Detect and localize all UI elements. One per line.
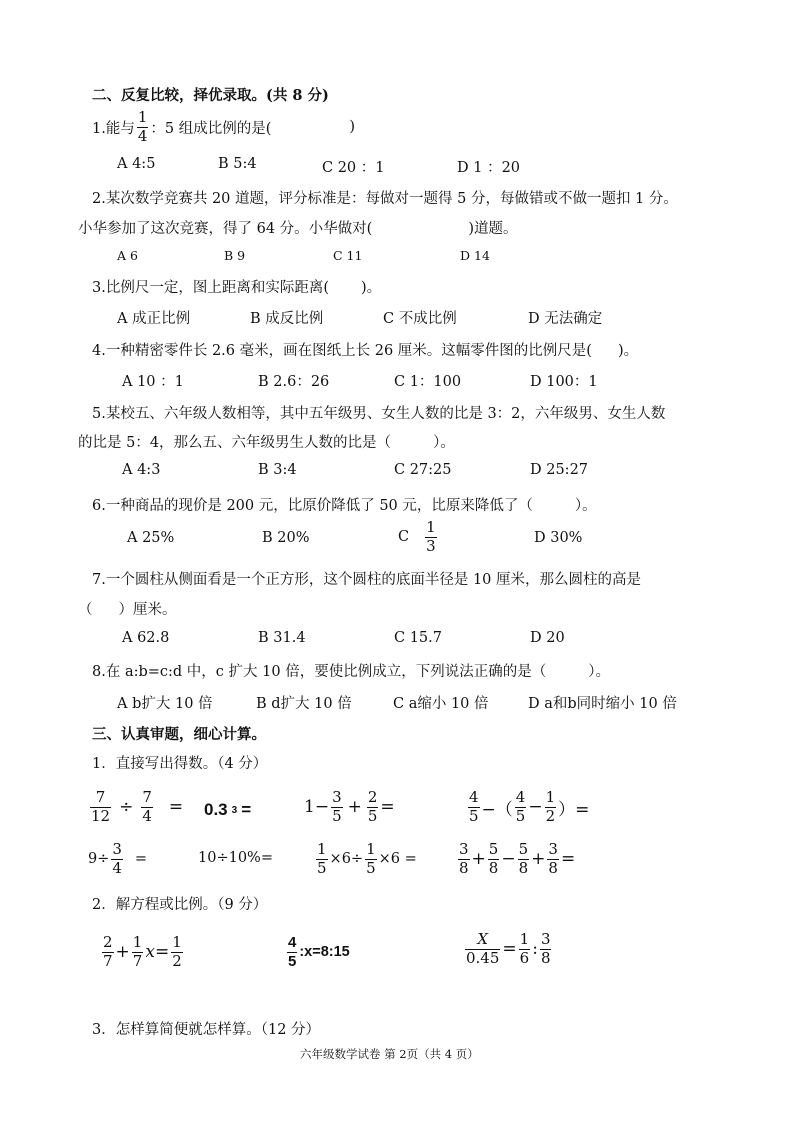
- q4-option-a[interactable]: A 10 ：1: [122, 374, 184, 390]
- q2-line2-a: 小华参加了这次竞赛，得了 64 分。小华做对(: [78, 221, 373, 237]
- q7-line2: [78, 598, 177, 619]
- q2-line1: 2.某次数学竞赛共 20 道题，评分标准是：每做对一题得 5 分，每做错或不做一题扣 1 分。: [92, 191, 678, 207]
- q4-stem: 4.一种精密零件长 2.6 毫米，画在图纸上长 26 厘米。这幅零件图的比例尺是(: [92, 343, 592, 359]
- q2-option-a[interactable]: A 6: [117, 248, 138, 263]
- q7-line2-b: ）厘米。: [118, 602, 177, 618]
- q5-line1: 5.某校五、六年级人数相等，其中五年级男、女生人数的比是 3：2，六年级男、女生人数: [92, 406, 666, 422]
- q8-close: ）。: [588, 664, 610, 680]
- q1-fraction: $\frac{1}{4}$: [137, 108, 148, 145]
- q2-line2-b: )道题。: [468, 221, 518, 237]
- q7-line2-a: （: [78, 602, 93, 618]
- q4-option-d[interactable]: D 100：1: [530, 374, 598, 390]
- equation-3: $\frac{X}{0.45}$ = $\frac{1}{6}$ : $\frac{3}{8}$: [466, 930, 551, 967]
- q3-option-b[interactable]: B 成反比例: [250, 311, 324, 327]
- calc-3: 1− $\frac{3}{5}$ + $\frac{2}{5}$ =: [304, 788, 395, 825]
- q4-close: )。: [617, 343, 639, 359]
- q5-option-c[interactable]: C 27:25: [394, 462, 452, 478]
- q6-option-a[interactable]: A 25%: [127, 530, 175, 546]
- question-1: [92, 110, 355, 145]
- q5-line2-b: ）。: [433, 435, 455, 451]
- section-3-part-3: 3．怎样算简便就怎样算。（12 分）: [92, 1022, 321, 1038]
- question-8: [92, 660, 610, 681]
- q1-prefix: 1.能与: [92, 120, 135, 137]
- section-3-title: 三、认真审题，细心计算。: [92, 726, 266, 743]
- section-3-part-1: 1．直接写出得数。（4 分）: [92, 756, 268, 772]
- question-4: [92, 339, 638, 360]
- q1-option-d[interactable]: D 1 ：20: [457, 160, 521, 176]
- section-3-part-2: 2．解方程或比例。（9 分）: [92, 897, 268, 913]
- q5-option-b[interactable]: B 3:4: [258, 462, 297, 478]
- calc-5: 9÷ $\frac{3}{4}$ =: [88, 840, 148, 877]
- q4-option-b[interactable]: B 2.6：26: [258, 374, 330, 390]
- section-2-title: 二、反复比较，择优录取。(共 8 分): [92, 87, 329, 104]
- q7-line1: 7.一个圆柱从侧面看是一个正方形，这个圆柱的底面半径是 10 厘米，那么圆柱的高是: [92, 572, 642, 588]
- q5-line2-a: 的比是 5：4，那么五、六年级男生人数的比是（: [78, 435, 392, 451]
- q7-option-d[interactable]: D 20: [530, 630, 565, 646]
- q8-option-d[interactable]: D a和b同时缩小 10 倍: [528, 696, 677, 712]
- q6-option-c-label: C: [398, 529, 410, 546]
- q2-line2: [78, 217, 518, 238]
- q1-option-a[interactable]: A 4:5: [117, 156, 156, 172]
- q3-option-a[interactable]: A 成正比例: [117, 311, 191, 327]
- equation-2: $\frac{4}{5}$ :x=8:15: [288, 934, 350, 970]
- question-6: [92, 494, 597, 515]
- q2-option-d[interactable]: D 14: [460, 248, 490, 263]
- q8-stem: 8.在 a:b=c:d 中，c 扩大 10 倍，要使比例成立，下列说法正确的是（: [92, 664, 547, 680]
- page-footer: 六年级数学试卷 第 2页（共 4 页）: [300, 1047, 479, 1061]
- calc-1: $\frac{7}{12}$ ÷ $\frac{7}{4}$ =: [91, 788, 184, 825]
- q3-option-d[interactable]: D 无法确定: [528, 311, 603, 327]
- q2-option-c[interactable]: C 11: [333, 248, 363, 263]
- q6-close: ）。: [574, 498, 597, 514]
- q6-option-b[interactable]: B 20%: [262, 530, 310, 546]
- q8-option-a[interactable]: A b扩大 10 倍: [117, 696, 213, 712]
- q3-stem: 3.比例尺一定，图上距离和实际距离(: [92, 280, 329, 296]
- q1-option-c[interactable]: C 20 ：1: [322, 160, 385, 176]
- q7-option-a[interactable]: A 62.8: [122, 630, 170, 646]
- calc-8: $\frac{3}{8}$ + $\frac{5}{8}$ − $\frac{5}{8}$ + $\frac{3}{8}$ =: [459, 840, 576, 877]
- q5-option-d[interactable]: D 25:27: [530, 462, 589, 478]
- calc-4: $\frac{4}{5}$ −（ $\frac{4}{5}$ − $\frac{1}{2}$ ）=: [469, 788, 590, 825]
- calc-7: $\frac{1}{5}$ ×6÷ $\frac{1}{5}$ ×6 =: [317, 840, 417, 877]
- q1-option-b[interactable]: B 5:4: [218, 156, 257, 172]
- question-3: [92, 276, 381, 297]
- q3-option-c[interactable]: C 不成比例: [383, 311, 457, 327]
- q6-stem: 6.一种商品的现价是 200 元，比原价降低了 50 元，比原来降低了（: [92, 498, 533, 514]
- q5-line2: [78, 431, 455, 452]
- q5-option-a[interactable]: A 4:3: [122, 462, 161, 478]
- q4-option-c[interactable]: C 1：100: [394, 374, 462, 390]
- q6-option-c-fraction: $\frac{1}{3}$: [426, 518, 436, 555]
- q1-close: ): [349, 119, 356, 136]
- calc-6: 10÷10%=: [198, 850, 273, 866]
- q6-option-d[interactable]: D 30%: [534, 530, 583, 546]
- calc-2: 0.3 3 =: [204, 800, 252, 819]
- q6-option-c[interactable]: [398, 520, 439, 555]
- q8-option-c[interactable]: C a缩小 10 倍: [393, 696, 489, 712]
- q7-option-c[interactable]: C 15.7: [394, 630, 442, 646]
- q2-option-b[interactable]: B 9: [224, 248, 246, 263]
- q3-close: )。: [361, 280, 382, 296]
- equation-1: $\frac{2}{7}$ + $\frac{1}{7}$ x = $\frac{1}{2}$: [103, 933, 182, 970]
- q8-option-b[interactable]: B d扩大 10 倍: [256, 696, 352, 712]
- q1-suffix: ：5 组成比例的是(: [150, 120, 272, 137]
- q7-option-b[interactable]: B 31.4: [258, 630, 306, 646]
